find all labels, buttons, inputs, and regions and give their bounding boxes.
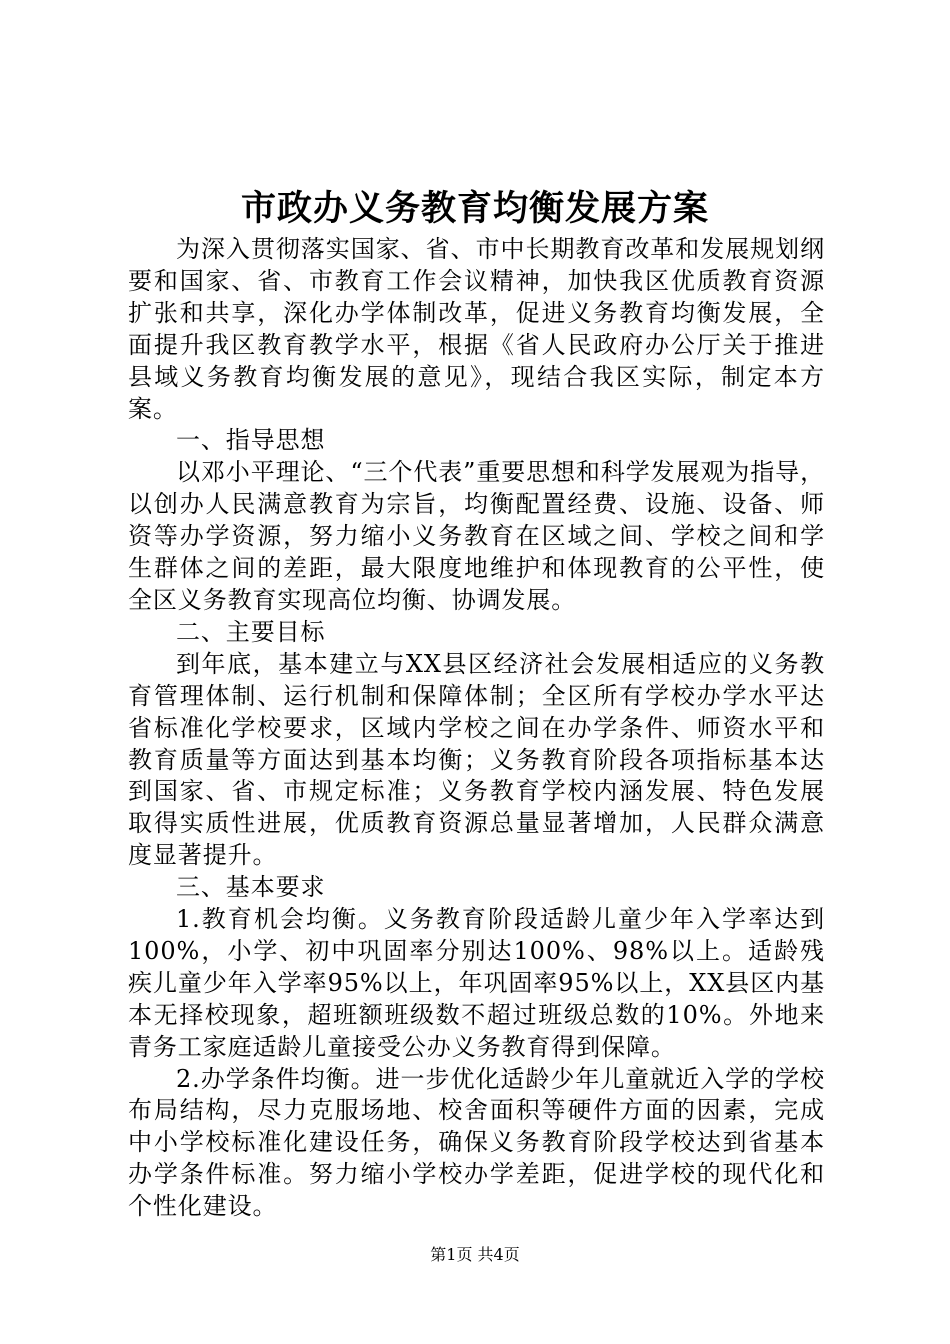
page-footer: 第1页 共4页 (430, 1245, 520, 1264)
section-paragraph-main-goals: 到年底，基本建立与XX县区经济社会发展相适应的义务教育管理体制、运行机制和保障体制；全区所有学校办学水平达省标准化学校要求，区域内学校之间在办学条件、师资水平和教育质量等方面达到基本均衡；义务教育阶段各项指标基本达到国家、省、市规定标准；义务教育学校内涵发展、特色发展取得实质性进展，优质教育资源总量显著增加，人民群众满意度显著提升。 (128, 649, 825, 870)
requirement-item-education-opportunity: 1.教育机会均衡。义务教育阶段适龄儿童少年入学率达到100%，小学、初中巩固率分别达100%、98%以上。适龄残疾儿童少年入学率95%以上，年巩固率95%以上，XX县区内基本无择校现象，超班额班级数不超过班级总数的10%。外地来青务工家庭适龄儿童接受公办义务教育得到保障。 (128, 905, 825, 1061)
section-heading-basic-requirements: 三、基本要求 (176, 873, 326, 902)
document-title: 市政办义务教育均衡发展方案 (240, 188, 709, 229)
requirement-item-school-conditions: 2.办学条件均衡。进一步优化适龄少年儿童就近入学的学校布局结构，尽力克服场地、校舍面积等硬件方面的因素，完成中小学校标准化建设任务，确保义务教育阶段学校达到省基本办学条件标准。努力缩小学校办学差距，促进学校的现代化和个性化建设。 (128, 1064, 825, 1221)
section-paragraph-guiding-ideology: 以邓小平理论、“三个代表”重要思想和科学发展观为指导，以创办人民满意教育为宗旨，均衡配置经费、设施、设备、师资等办学资源，努力缩小义务教育在区域之间、学校之间和学生群体之间的差距，最大限度地维护和体现教育的公平性，使全区义务教育实现高位均衡、协调发展。 (128, 458, 825, 614)
section-heading-guiding-ideology: 一、指导思想 (176, 426, 326, 455)
document-body (128, 234, 825, 1223)
section-heading-main-goals: 二、主要目标 (176, 617, 326, 646)
intro-paragraph: 为深入贯彻落实国家、省、市中长期教育改革和发展规划纲要和国家、省、市教育工作会议精神，加快我区优质教育资源扩张和共享，深化办学体制改革，促进义务教育均衡发展，全面提升我区教育教学水平，根据《省人民政府办公厅关于推进县域义务教育均衡发展的意见》，现结合我区实际，制定本方案。 (128, 235, 825, 423)
